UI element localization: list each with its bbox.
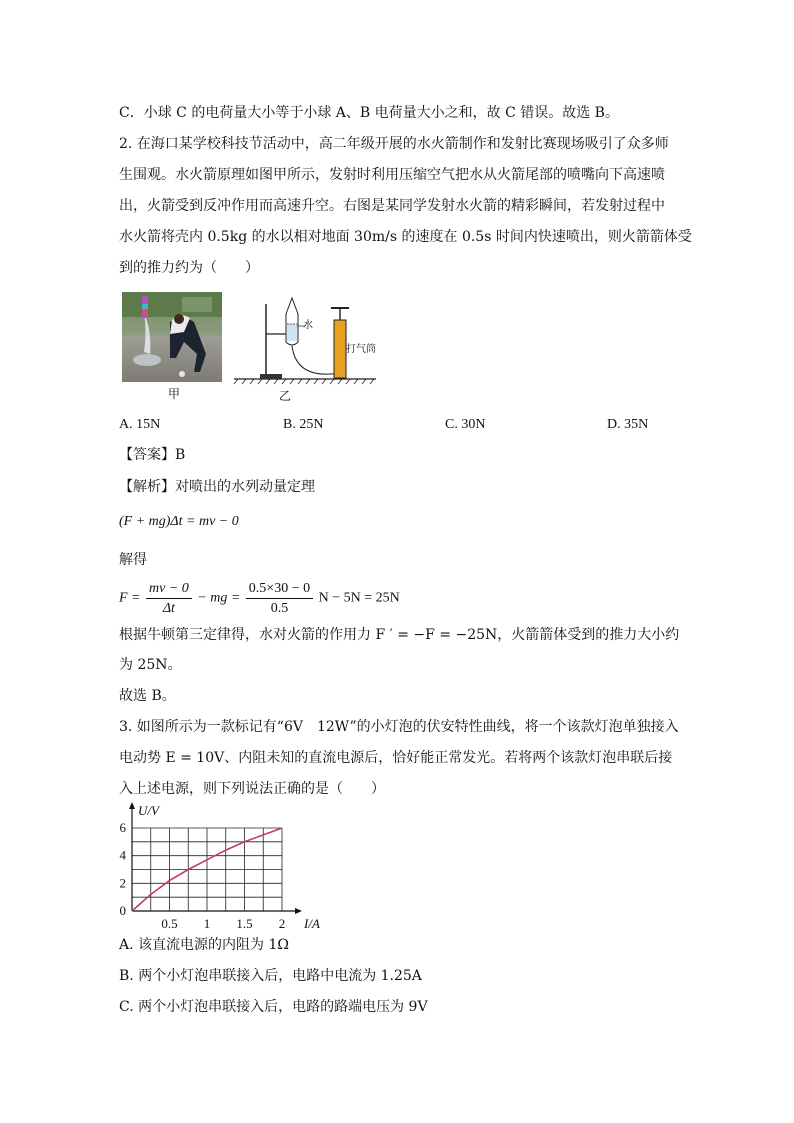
prev-option-c: C．小球 C 的电荷量大小等于小球 A、B 电荷量大小之和，故 C 错误。故选 B。: [119, 105, 619, 121]
ui-chart-svg: [112, 800, 332, 930]
q2-option-c: C. 30N: [445, 417, 486, 432]
y-tick-label: 6: [119, 820, 126, 835]
y-tick-label: 4: [119, 847, 126, 863]
q3-option-a: A. 该直流电源的内阻为 1Ω: [119, 937, 289, 953]
eq2-frac2-numerator: 0.5×30 − 0: [246, 580, 313, 599]
q2-analysis-heading: 【解析】对喷出的水列动量定理: [119, 479, 315, 495]
q2-equation-force: [119, 580, 400, 617]
x-tick-label: 1.5: [236, 916, 253, 930]
q2-line-4: 水火箭将壳内 0.5kg 的水以相对地面 30m/s 的速度在 0.5s 时间内快速喷出，则火箭箭体受: [119, 229, 692, 245]
q2-newton-line-2: 为 25N。: [119, 657, 182, 673]
q3-line-3: 入上述电源，则下列说法正确的是（ ）: [119, 781, 385, 797]
eq2-fraction-1: [146, 580, 192, 617]
q3-option-b: B. 两个小灯泡串联接入后，电路中电流为 1.25A: [119, 968, 422, 984]
x-tick-label: 1: [203, 916, 211, 930]
y-axis-label: U/V: [138, 803, 159, 818]
x-tick-label: 0.5: [161, 916, 178, 930]
x-tick-label: 2: [278, 916, 286, 930]
q2-equation-momentum: (F + mg)Δt = mv − 0: [119, 514, 239, 529]
q2-option-d: D. 35N: [607, 417, 649, 432]
x-axis-label: I/A: [304, 916, 320, 930]
eq2-lhs: F =: [119, 590, 141, 606]
y-tick-label: 0: [119, 903, 126, 918]
q2-option-a: A. 15N: [119, 417, 161, 432]
eq2-frac1-numerator: mv − 0: [146, 580, 192, 599]
eq2-frac1-denominator: Δt: [162, 601, 175, 616]
figure-label-jia: 甲: [168, 387, 181, 401]
q2-line-2: 生围观。水火箭原理如图甲所示，发射时利用压缩空气把水从火箭尾部的喷嘴向下高速喷: [119, 167, 665, 183]
figure-label-water: 水: [303, 320, 313, 331]
q2-choose: 故选 B。: [119, 688, 176, 704]
y-axis-arrow: [129, 802, 135, 809]
y-tick-label: 2: [119, 875, 126, 891]
q2-line-3: 出，火箭受到反冲作用而高速升空。右图是某同学发射水火箭的精彩瞬间，若发射过程中: [119, 198, 665, 214]
chart-grid: [132, 828, 282, 911]
figure-label-pump: 打气筒: [346, 344, 376, 355]
q2-solve-label: 解得: [119, 552, 147, 568]
q3-option-c: C. 两个小灯泡串联接入后，电路的路端电压为 9V: [119, 999, 428, 1015]
eq2-frac2-denominator: 0.5: [270, 601, 289, 616]
q2-answer: 【答案】B: [119, 447, 186, 463]
q2-option-b: B. 25N: [283, 417, 324, 432]
x-axis-arrow: [295, 908, 302, 914]
q2-newton-line: 根据牛顿第三定律得，水对火箭的作用力 F ′ = −F = −25N，火箭箭体受到的推力大小约: [119, 627, 680, 643]
eq2-fraction-2: [246, 580, 313, 617]
q3-line-2: 电动势 E = 10V、内阻未知的直流电源后，恰好能正常发光。若将两个该款灯泡串联后接: [119, 750, 673, 766]
q3-line-1: 3. 如图所示为一款标记有“6V 12W”的小灯泡的伏安特性曲线，将一个该款灯泡单独接入: [119, 719, 679, 735]
ui-chart: [112, 800, 332, 930]
q2-line-5: 到的推力约为（ ）: [119, 260, 259, 276]
eq2-rhs: N − 5N = 25N: [318, 590, 400, 606]
photo-jia-image: [122, 292, 222, 382]
photo-jia: [122, 292, 222, 382]
eq2-mid: − mg =: [197, 590, 241, 606]
q2-line-1: 2. 在海口某学校科技节活动中，高二年级开展的水火箭制作和发射比赛现场吸引了众多师: [119, 136, 669, 152]
figure-label-yi: 乙: [279, 389, 292, 403]
